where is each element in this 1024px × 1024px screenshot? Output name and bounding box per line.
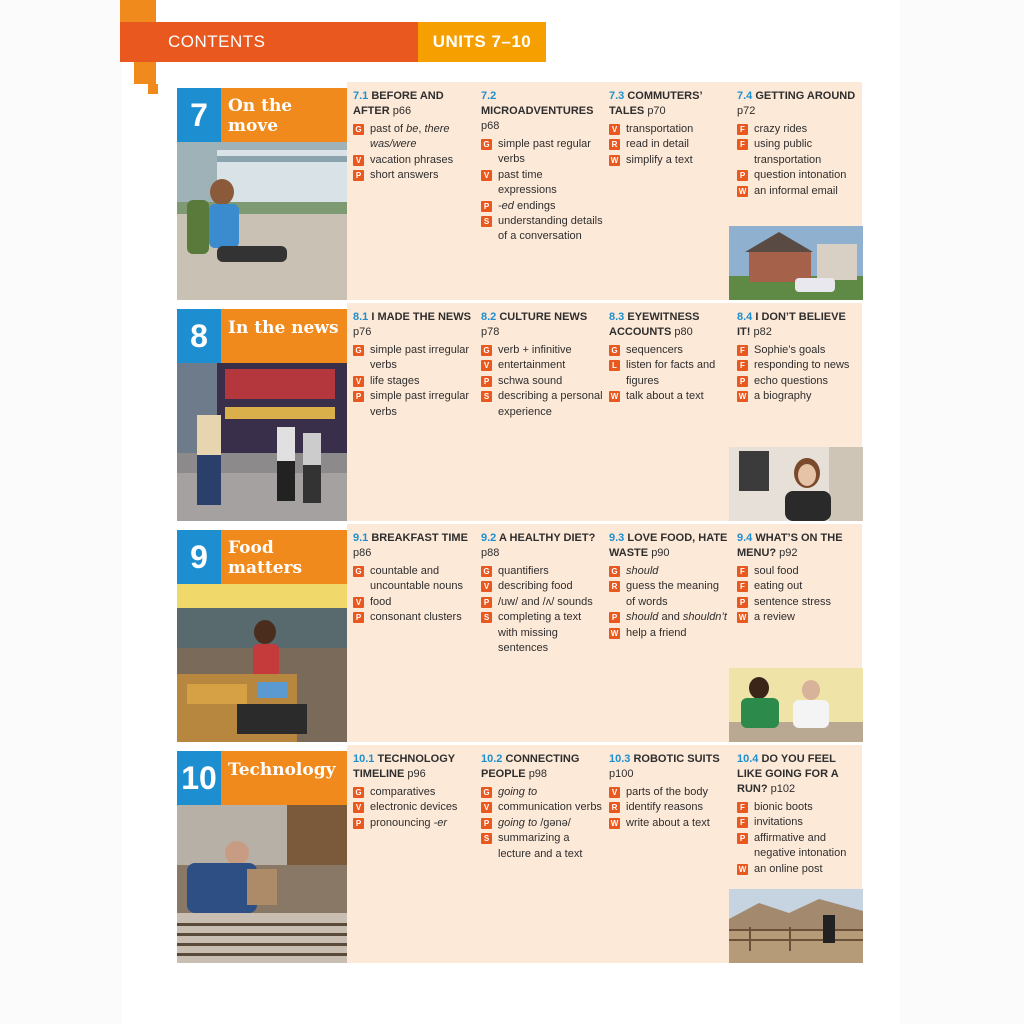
skill-g-icon: G — [481, 787, 492, 798]
lesson-item — [353, 785, 475, 800]
lesson-number: 10.4 — [737, 753, 759, 765]
lesson-item — [737, 610, 859, 625]
lesson-item-text: should — [626, 565, 659, 577]
lesson-number: 9.3 — [609, 532, 625, 544]
unit-photo — [177, 363, 347, 521]
skill-s-icon: S — [481, 216, 492, 227]
skill-g-icon: G — [481, 345, 492, 356]
lesson-page: p96 — [407, 768, 426, 780]
skill-v-icon: V — [481, 170, 492, 181]
lesson-title: GETTING AROUND — [755, 90, 856, 102]
unit-title: In the news — [221, 309, 347, 363]
lesson-title: I MADE THE NEWS — [371, 311, 471, 323]
skill-v-icon: V — [353, 155, 364, 166]
lesson-title: TECHNOLOGY TIMELINE — [353, 753, 455, 780]
lesson-item — [481, 389, 603, 420]
skill-w-icon: W — [738, 864, 747, 874]
lesson-7-3 — [609, 89, 731, 168]
lesson-item-text: quantifiers — [498, 565, 549, 577]
lesson-item — [353, 374, 475, 389]
lesson-10-1 — [353, 752, 475, 831]
lesson-item — [609, 785, 731, 800]
lesson-title: I DON’T BELIEVE IT! — [737, 311, 846, 338]
lesson-item-text: past time expressions — [498, 168, 557, 197]
skill-w-icon: W — [738, 613, 747, 623]
lesson-number: 9.4 — [737, 532, 753, 544]
lesson-item-text: responding to news — [754, 359, 850, 372]
lesson-item — [481, 564, 603, 579]
lesson-item — [353, 595, 475, 610]
lesson-number: 7.2 — [481, 90, 497, 102]
lesson-photo — [729, 447, 863, 521]
lesson-heading — [481, 752, 603, 782]
skill-r-icon: R — [609, 802, 620, 813]
lesson-page: p68 — [481, 120, 500, 132]
lesson-page: p88 — [481, 547, 500, 559]
lesson-page: p72 — [737, 105, 756, 117]
lesson-page: p102 — [770, 783, 796, 795]
unit-photo — [177, 142, 347, 300]
lesson-number: 10.1 — [353, 753, 375, 765]
decor-square — [134, 62, 156, 84]
lesson-item-text: going to /gənə/ — [498, 816, 571, 829]
lesson-item-text: comparatives — [370, 786, 436, 798]
skill-p-icon: P — [737, 597, 748, 608]
lesson-item — [737, 389, 859, 404]
unit-header — [177, 82, 347, 300]
lesson-title: BREAKFAST TIME — [371, 532, 468, 544]
lesson-item — [353, 564, 475, 595]
lesson-heading — [737, 752, 859, 797]
lesson-item-text: identify reasons — [626, 801, 704, 814]
lesson-item-text: vacation phrases — [370, 153, 454, 166]
lesson-8-4 — [737, 310, 859, 405]
lesson-heading — [353, 752, 475, 782]
lesson-page: p90 — [651, 547, 670, 559]
skill-f-icon: F — [737, 817, 748, 828]
lesson-number: 9.2 — [481, 532, 497, 544]
skill-v-icon: V — [481, 802, 492, 813]
lesson-10-4 — [737, 752, 859, 877]
lesson-item — [609, 800, 731, 815]
skill-p-icon: P — [481, 597, 492, 608]
lesson-item — [481, 800, 603, 815]
lesson-item — [737, 564, 859, 579]
lesson-item-text: life stages — [370, 374, 420, 387]
lesson-item-text: write about a text — [626, 816, 710, 829]
lesson-item-text: pronouncing -er — [370, 816, 448, 829]
lesson-item-text: echo questions — [754, 374, 828, 387]
lesson-item — [481, 610, 603, 656]
lesson-title: CULTURE NEWS — [499, 311, 588, 323]
unit-number: 9 — [177, 530, 221, 584]
lesson-7-1 — [353, 89, 475, 184]
skill-p-icon: P — [481, 376, 492, 387]
lesson-10-2 — [481, 752, 603, 862]
lesson-photo — [729, 889, 863, 963]
lesson-page: p98 — [528, 768, 548, 780]
lesson-9-4 — [737, 531, 859, 626]
lesson-item-text: electronic devices — [370, 801, 458, 814]
lesson-heading — [481, 89, 603, 134]
lesson-item-text: sentence stress — [754, 595, 832, 608]
skill-f-icon: F — [737, 345, 748, 356]
lesson-item-text: a biography — [754, 390, 812, 403]
lesson-item-text: an online post — [754, 862, 823, 875]
skill-g-icon: G — [353, 566, 364, 577]
lesson-item-text: food — [370, 595, 392, 608]
lesson-title: MICROADVENTURES — [481, 105, 594, 117]
decor-square — [148, 84, 158, 94]
lesson-number: 8.4 — [737, 311, 753, 323]
skill-l-icon: L — [609, 360, 620, 371]
unit-title: Food matters — [221, 530, 347, 584]
lesson-heading — [609, 310, 731, 340]
lesson-heading — [609, 752, 731, 782]
lesson-10-3 — [609, 752, 731, 831]
skill-f-icon: F — [737, 360, 748, 371]
lesson-title: DO YOU FEEL LIKE GOING FOR A RUN? — [737, 753, 839, 795]
lesson-item-text: simple past irregular verbs — [370, 390, 470, 418]
lesson-item — [481, 343, 603, 358]
lesson-page: p92 — [779, 547, 798, 559]
skill-v-icon: V — [353, 802, 364, 813]
lesson-title: WHAT’S ON THE MENU? — [737, 532, 843, 559]
lesson-item-text: read in detail — [626, 138, 689, 151]
lesson-item-text: verb + infinitive — [498, 344, 572, 356]
skill-s-icon: S — [481, 833, 492, 844]
lesson-item — [737, 184, 859, 199]
lesson-photo — [729, 226, 863, 300]
lesson-item — [481, 137, 603, 168]
lesson-title: EYEWITNESS ACCOUNTS — [609, 311, 700, 338]
skill-s-icon: S — [481, 391, 492, 402]
skill-w-icon: W — [610, 392, 619, 402]
lesson-item — [609, 358, 731, 389]
lesson-item-text: crazy rides — [754, 123, 808, 135]
lesson-item — [609, 137, 731, 152]
lesson-heading — [481, 531, 603, 561]
lesson-item-text: simple past regular verbs — [498, 138, 591, 166]
lesson-title: CONNECTING PEOPLE — [481, 753, 580, 780]
lesson-item-text: question intonation — [754, 169, 847, 182]
lesson-number: 9.1 — [353, 532, 369, 544]
lesson-7-2 — [481, 89, 603, 245]
lesson-item-text: short answers — [370, 169, 439, 182]
skill-f-icon: F — [737, 566, 748, 577]
lesson-item — [609, 564, 731, 579]
lesson-item — [353, 800, 475, 815]
lesson-item-text: help a friend — [626, 626, 687, 639]
lesson-item-text: simplify a text — [626, 153, 693, 166]
decor-square — [120, 22, 156, 62]
lesson-item — [737, 831, 859, 862]
lesson-item-text: describing a personal experience — [498, 390, 603, 418]
lesson-item — [481, 199, 603, 214]
lesson-item-text: an informal email — [754, 184, 838, 197]
lesson-item-text: /uw/ and /ʌ/ sounds — [498, 595, 593, 608]
unit-photo — [177, 805, 347, 963]
lesson-item-text: guess the meaning of words — [626, 580, 719, 608]
lesson-number: 7.4 — [737, 90, 753, 102]
lesson-item-text: sequencers — [626, 344, 683, 356]
lesson-page: p100 — [609, 768, 634, 780]
lesson-title: ROBOTIC SUITS — [633, 753, 720, 765]
unit-photo — [177, 584, 347, 742]
skill-w-icon: W — [738, 186, 747, 196]
lesson-heading — [737, 531, 859, 561]
lesson-8-1 — [353, 310, 475, 420]
lesson-item — [481, 168, 603, 199]
lesson-item-text: invitations — [754, 816, 803, 829]
lesson-item-text: a review — [754, 611, 795, 624]
lesson-item — [609, 579, 731, 610]
lesson-item — [737, 358, 859, 373]
lesson-item — [481, 831, 603, 862]
lesson-item-text: talk about a text — [626, 390, 704, 403]
skill-s-icon: S — [481, 612, 492, 623]
skill-p-icon: P — [353, 612, 364, 623]
lesson-item-text: Sophie’s goals — [754, 344, 826, 356]
skill-g-icon: G — [609, 345, 620, 356]
skill-p-icon: P — [353, 818, 364, 829]
lesson-item — [737, 137, 859, 168]
lesson-item — [609, 610, 731, 625]
skill-p-icon: P — [353, 170, 364, 181]
lesson-item — [737, 800, 859, 815]
lesson-item — [609, 153, 731, 168]
unit-number: 7 — [177, 88, 221, 142]
lesson-heading — [609, 89, 731, 119]
lesson-number: 8.3 — [609, 311, 625, 323]
skill-g-icon: G — [481, 139, 492, 150]
lesson-page: p78 — [481, 326, 500, 338]
lesson-item — [737, 168, 859, 183]
lesson-item-text: using public transportation — [754, 138, 822, 166]
unit-number: 8 — [177, 309, 221, 363]
lesson-page: p66 — [392, 105, 412, 117]
lesson-item — [353, 343, 475, 374]
lesson-item — [737, 862, 859, 877]
skill-v-icon: V — [609, 787, 620, 798]
lesson-title: BEFORE AND AFTER — [353, 90, 444, 117]
lesson-number: 10.3 — [609, 753, 631, 765]
lesson-item — [609, 816, 731, 831]
skill-g-icon: G — [353, 124, 364, 135]
lesson-item — [737, 595, 859, 610]
lesson-9-3 — [609, 531, 731, 641]
skill-g-icon: G — [609, 566, 620, 577]
lesson-item — [737, 343, 859, 358]
skill-p-icon: P — [737, 170, 748, 181]
lesson-item — [737, 122, 859, 137]
lesson-item — [353, 816, 475, 831]
skill-f-icon: F — [737, 124, 748, 135]
skill-f-icon: F — [737, 139, 748, 150]
lesson-item-text: should and shouldn’t — [626, 611, 727, 624]
lesson-item — [737, 815, 859, 830]
lesson-item — [353, 389, 475, 420]
lesson-item-text: understanding details of a conversation — [498, 215, 603, 243]
lesson-item-text: parts of the body — [626, 786, 708, 798]
lesson-page: p86 — [353, 547, 372, 559]
lesson-item — [481, 358, 603, 373]
lesson-item — [481, 374, 603, 389]
units-range-heading: UNITS 7–10 — [418, 22, 546, 62]
lesson-item-text: -ed endings — [498, 199, 556, 212]
lesson-page: p80 — [674, 326, 693, 338]
lesson-title: COMMUTERS’ TALES — [609, 90, 702, 117]
lesson-heading — [353, 531, 475, 561]
skill-p-icon: P — [737, 376, 748, 387]
lesson-item — [737, 579, 859, 594]
lesson-9-1 — [353, 531, 475, 626]
unit-header — [177, 303, 347, 521]
lesson-number: 10.2 — [481, 753, 503, 765]
skill-w-icon: W — [610, 818, 619, 828]
lesson-heading — [353, 89, 475, 119]
lesson-heading — [737, 89, 859, 119]
lesson-title: A HEALTHY DIET? — [498, 532, 596, 544]
skill-v-icon: V — [481, 360, 492, 371]
skill-f-icon: F — [737, 581, 748, 592]
unit-header — [177, 524, 347, 742]
unit-number: 10 — [177, 751, 221, 805]
lesson-heading — [609, 531, 731, 561]
lesson-9-2 — [481, 531, 603, 656]
lesson-8-3 — [609, 310, 731, 405]
lesson-item — [609, 343, 731, 358]
skill-p-icon: P — [609, 612, 620, 623]
lesson-item — [609, 389, 731, 404]
skill-g-icon: G — [481, 566, 492, 577]
lesson-item-text: summarizing a lecture and a text — [498, 832, 583, 860]
skill-w-icon: W — [610, 628, 619, 638]
skill-p-icon: P — [737, 833, 748, 844]
lesson-heading — [481, 310, 603, 340]
lesson-item-text: communication verbs — [498, 801, 602, 814]
unit-title: Technology — [221, 751, 347, 805]
lesson-item-text: completing a text with missing sentences — [498, 611, 582, 655]
skill-g-icon: G — [353, 787, 364, 798]
lesson-item-text: schwa sound — [498, 374, 563, 387]
lesson-item — [353, 122, 475, 153]
lesson-page: p76 — [353, 326, 372, 338]
lesson-heading — [737, 310, 859, 340]
lesson-number: 8.2 — [481, 311, 497, 323]
lesson-item-text: entertainment — [498, 359, 566, 372]
lesson-item — [353, 153, 475, 168]
lesson-7-4 — [737, 89, 859, 199]
lesson-item — [481, 816, 603, 831]
skill-p-icon: P — [481, 818, 492, 829]
lesson-item — [481, 595, 603, 610]
lesson-item-text: countable and uncountable nouns — [370, 565, 463, 593]
lesson-number: 7.1 — [353, 90, 369, 102]
contents-heading: CONTENTS — [156, 22, 418, 62]
skill-r-icon: R — [609, 139, 620, 150]
unit-title: On the move — [221, 88, 347, 142]
lesson-item-text: describing food — [498, 580, 573, 593]
skill-f-icon: F — [737, 802, 748, 813]
skill-w-icon: W — [738, 392, 747, 402]
skill-p-icon: P — [481, 201, 492, 212]
lesson-item-text: transportation — [626, 123, 694, 135]
skill-v-icon: V — [609, 124, 620, 135]
skill-r-icon: R — [609, 581, 620, 592]
lesson-item — [353, 610, 475, 625]
lesson-item — [737, 374, 859, 389]
lesson-item — [353, 168, 475, 183]
lesson-item — [609, 122, 731, 137]
skill-v-icon: V — [353, 376, 364, 387]
unit-header — [177, 745, 347, 963]
lesson-item-text: bionic boots — [754, 801, 813, 813]
lesson-item — [481, 579, 603, 594]
lesson-item-text: consonant clusters — [370, 611, 462, 624]
skill-v-icon: V — [481, 581, 492, 592]
lesson-item-text: past of be, there was/were — [370, 123, 450, 151]
lesson-item-text: soul food — [754, 565, 799, 577]
decor-square — [120, 0, 156, 22]
lesson-item — [481, 785, 603, 800]
lesson-page: p82 — [753, 326, 772, 338]
lesson-title: LOVE FOOD, HATE WASTE — [609, 532, 728, 559]
skill-w-icon: W — [610, 155, 619, 165]
lesson-photo — [729, 668, 863, 742]
lesson-item-text: eating out — [754, 580, 803, 593]
skill-g-icon: G — [353, 345, 364, 356]
skill-v-icon: V — [353, 597, 364, 608]
lesson-number: 7.3 — [609, 90, 625, 102]
lesson-heading — [353, 310, 475, 340]
lesson-item-text: listen for facts and figures — [626, 359, 716, 387]
lesson-item-text: affirmative and negative intonation — [754, 831, 847, 860]
lesson-number: 8.1 — [353, 311, 369, 323]
skill-p-icon: P — [353, 391, 364, 402]
lesson-8-2 — [481, 310, 603, 420]
lesson-item-text: going to — [498, 786, 538, 798]
lesson-item-text: simple past irregular verbs — [370, 344, 470, 372]
lesson-item — [609, 626, 731, 641]
lesson-item — [481, 214, 603, 245]
lesson-page: p70 — [647, 105, 666, 117]
